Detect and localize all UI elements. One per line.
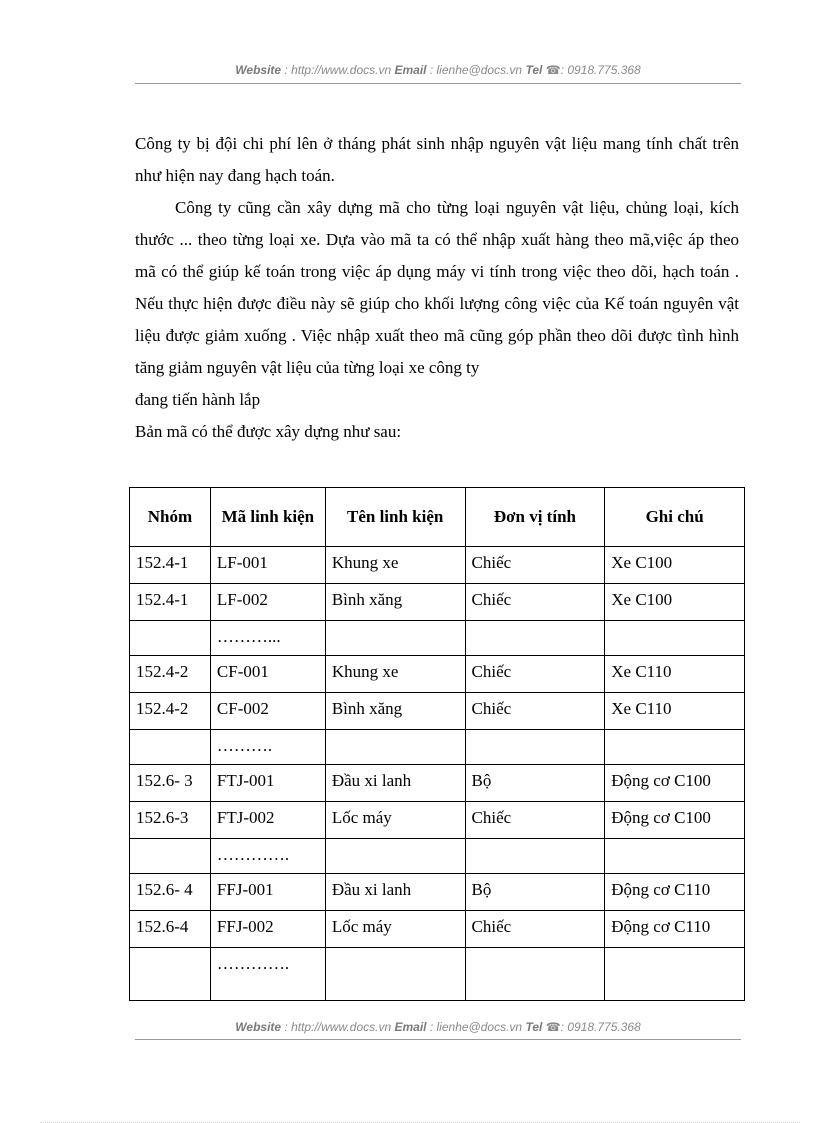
cell: Xe C100 — [605, 547, 745, 584]
footer-tel: Tel ☎: 0918.775.368 — [525, 1020, 641, 1034]
cell — [130, 839, 211, 874]
cell: CF-002 — [210, 693, 325, 730]
footer-email: Email : lienhe@docs.vn — [394, 1020, 523, 1034]
cell: 152.6-3 — [130, 802, 211, 839]
paragraph-3: đang tiến hành lắp — [135, 390, 261, 409]
cell: Bộ — [465, 874, 605, 911]
footer-email-link[interactable]: lienhe@docs.vn — [436, 1020, 523, 1034]
footer-rule — [135, 1039, 741, 1040]
table-row — [130, 730, 745, 765]
cell: Xe C100 — [605, 584, 745, 621]
paragraph-1: Công ty bị đội chi phí lên ở tháng phát sinh nhập nguyên vật liệu mang tính chất trên như hiện nay đang hạch toán. — [135, 134, 739, 185]
cell: 152.4-1 — [130, 584, 211, 621]
header-name: Tên linh kiện — [325, 488, 465, 547]
cell: LF-001 — [210, 547, 325, 584]
table-row — [130, 911, 745, 948]
cell: Lốc máy — [325, 802, 465, 839]
page-header — [135, 63, 741, 83]
cell: …………. — [210, 948, 325, 1001]
cell: Chiếc — [465, 584, 605, 621]
cell: 152.6- 3 — [130, 765, 211, 802]
cell: Động cơ C100 — [605, 802, 745, 839]
table-row — [130, 584, 745, 621]
phone-icon: ☎ — [545, 63, 561, 77]
header-website-link[interactable]: http://www.docs.vn — [291, 63, 392, 77]
table-row — [130, 547, 745, 584]
cell: Động cơ C100 — [605, 765, 745, 802]
table-row — [130, 693, 745, 730]
table-row — [130, 621, 745, 656]
cell: Bình xăng — [325, 693, 465, 730]
cell: LF-002 — [210, 584, 325, 621]
header-tel-value: 0918.775.368 — [567, 63, 641, 77]
cell: FTJ-001 — [210, 765, 325, 802]
phone-icon: ☎ — [545, 1020, 561, 1034]
footer-website-link[interactable]: http://www.docs.vn — [291, 1020, 392, 1034]
footer-tel-value: 0918.775.368 — [567, 1020, 641, 1034]
header-group: Nhóm — [130, 488, 211, 547]
cell: Đầu xi lanh — [325, 874, 465, 911]
cell — [130, 621, 211, 656]
cell: FTJ-002 — [210, 802, 325, 839]
header-website: Website : http://www.docs.vn — [235, 63, 392, 77]
cell: 152.6- 4 — [130, 874, 211, 911]
table-row — [130, 839, 745, 874]
cell: 152.4-2 — [130, 656, 211, 693]
document-body — [135, 128, 739, 448]
cell — [130, 730, 211, 765]
cell — [325, 621, 465, 656]
cell — [325, 730, 465, 765]
header-code: Mã linh kiện — [210, 488, 325, 547]
cell: Bình xăng — [325, 584, 465, 621]
cell: Chiếc — [465, 547, 605, 584]
header-unit: Đơn vị tính — [465, 488, 605, 547]
table-row — [130, 802, 745, 839]
header-note: Ghi chú — [605, 488, 745, 547]
cell: ………. — [210, 730, 325, 765]
cell — [605, 839, 745, 874]
cell: 152.4-1 — [130, 547, 211, 584]
cell: Khung xe — [325, 547, 465, 584]
cell: CF-001 — [210, 656, 325, 693]
cell: Chiếc — [465, 693, 605, 730]
cell: Chiếc — [465, 802, 605, 839]
page-footer — [135, 1020, 741, 1042]
cell: FFJ-001 — [210, 874, 325, 911]
cell — [605, 948, 745, 1001]
cell — [605, 621, 745, 656]
cell: Chiếc — [465, 656, 605, 693]
cell — [465, 839, 605, 874]
table-row — [130, 765, 745, 802]
cell: Đầu xi lanh — [325, 765, 465, 802]
cell: …………. — [210, 839, 325, 874]
cell — [605, 730, 745, 765]
cell: 152.6-4 — [130, 911, 211, 948]
table-row — [130, 948, 745, 1001]
cell: Chiếc — [465, 911, 605, 948]
cell: Lốc máy — [325, 911, 465, 948]
cell — [325, 839, 465, 874]
table-header-row — [130, 488, 745, 547]
cell: Động cơ C110 — [605, 874, 745, 911]
cell: ………... — [210, 621, 325, 656]
cell — [325, 948, 465, 1001]
header-rule — [135, 83, 741, 84]
footer-website: Website : http://www.docs.vn — [235, 1020, 392, 1034]
cell: FFJ-002 — [210, 911, 325, 948]
cell: Xe C110 — [605, 656, 745, 693]
table-row — [130, 874, 745, 911]
header-tel: Tel ☎: 0918.775.368 — [525, 63, 641, 77]
component-code-table — [129, 487, 745, 1001]
paragraph-4: Bản mã có thể được xây dựng như sau: — [135, 422, 402, 441]
table-row — [130, 656, 745, 693]
cell: Bộ — [465, 765, 605, 802]
cell: Xe C110 — [605, 693, 745, 730]
header-email: Email : lienhe@docs.vn — [394, 63, 523, 77]
cell: Động cơ C110 — [605, 911, 745, 948]
cell — [465, 730, 605, 765]
cell: Khung xe — [325, 656, 465, 693]
cell — [130, 948, 211, 1001]
paragraph-2: Công ty cũng cần xây dựng mã cho từng loại nguyên vật liệu, chủng loại, kích thước ... theo từng loại xe. Dựa vào mã ta có thể nhập xuất hàng theo mã,việc áp theo mã có thể giúp kế toán trong việc áp dụng máy vi tính trong việc theo dõi, hạch toán . Nếu thực hiện được điều này sẽ giúp cho khối lượng công việc của Kế toán nguyên vật liệu được giảm xuống . Việc nhập xuất theo mã cũng góp phần theo dõi được tình hình tăng giảm nguyên vật liệu của từng loại xe công ty — [135, 198, 739, 377]
cell — [465, 948, 605, 1001]
cell: 152.4-2 — [130, 693, 211, 730]
cell — [465, 621, 605, 656]
header-email-link[interactable]: lienhe@docs.vn — [436, 63, 523, 77]
